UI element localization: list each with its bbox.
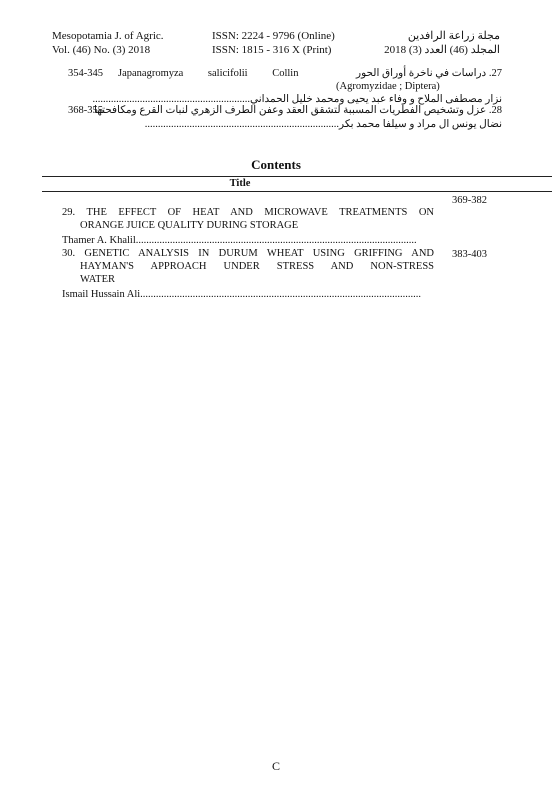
entry-30-authors: Ismail Hussain Ali........................................................................................................... [62, 289, 422, 300]
entry-27-title-latin: Japanagromyza salicifolii Collin [118, 68, 299, 79]
entry-30-pages: 383-403 [452, 249, 487, 260]
entry-27-pages: 354-345 [68, 68, 103, 79]
journal-name: Mesopotamia J. of Agric. [52, 30, 164, 42]
entry-29-title-line1: 29. THE EFFECT OF HEAT AND MICROWAVE TREATMENTS ON [62, 207, 434, 218]
issn-online: ISSN: 2224 - 9796 (Online) [212, 30, 335, 42]
entry-30-title-line1: 30. GENETIC ANALYSIS IN DURUM WHEAT USING GRIFFING AND [62, 248, 434, 259]
contents-heading: Contents [251, 157, 301, 172]
entry-29-authors: Thamer A. Khalil........................................................................................................... [62, 235, 417, 246]
entry-27-title-line2: (Agromyzidae ; Diptera) [336, 81, 440, 92]
entry-27-title-arabic: 27. دراسات في ناخرة أوراق الحور [356, 68, 502, 79]
table-top-rule [42, 176, 552, 177]
entry-30-title-line3: WATER [80, 274, 115, 285]
table-header-rule [42, 191, 552, 192]
entry-29-pages: 369-382 [452, 195, 487, 206]
journal-name-arabic: مجلة زراعة الرافدين [407, 30, 500, 42]
entry-29-title-line2: ORANGE JUICE QUALITY DURING STORAGE [80, 220, 299, 231]
entry-28-pages: 368-355 [68, 105, 103, 116]
entry-28-title-arabic: 28. عزل وتشخيص الفطريات المسببة لتشقق العقد وعفن الطرف الزهري لنبات القرع ومكافحتها [94, 105, 502, 116]
volume-issue: Vol. (46) No. (3) 2018 [52, 44, 151, 56]
issn-print: ISSN: 1815 - 316 X (Print) [212, 44, 332, 56]
entry-30-title-line2: HAYMAN'S APPROACH UNDER STRESS AND NON-STRESS [80, 261, 434, 272]
entry-27-authors: نزار مصطفى الملاح و وفاء عبد يحيى ومحمد خليل الحمداني............................................................ [92, 94, 502, 105]
page-letter: C [271, 759, 280, 773]
volume-issue-arabic: المجلد (46) العدد (3) 2018 [384, 44, 500, 56]
column-title: Title [229, 178, 251, 189]
entry-28-authors: نضال يونس ال مراد و سيلفا محمد بكر.......................................................................... [144, 119, 502, 130]
